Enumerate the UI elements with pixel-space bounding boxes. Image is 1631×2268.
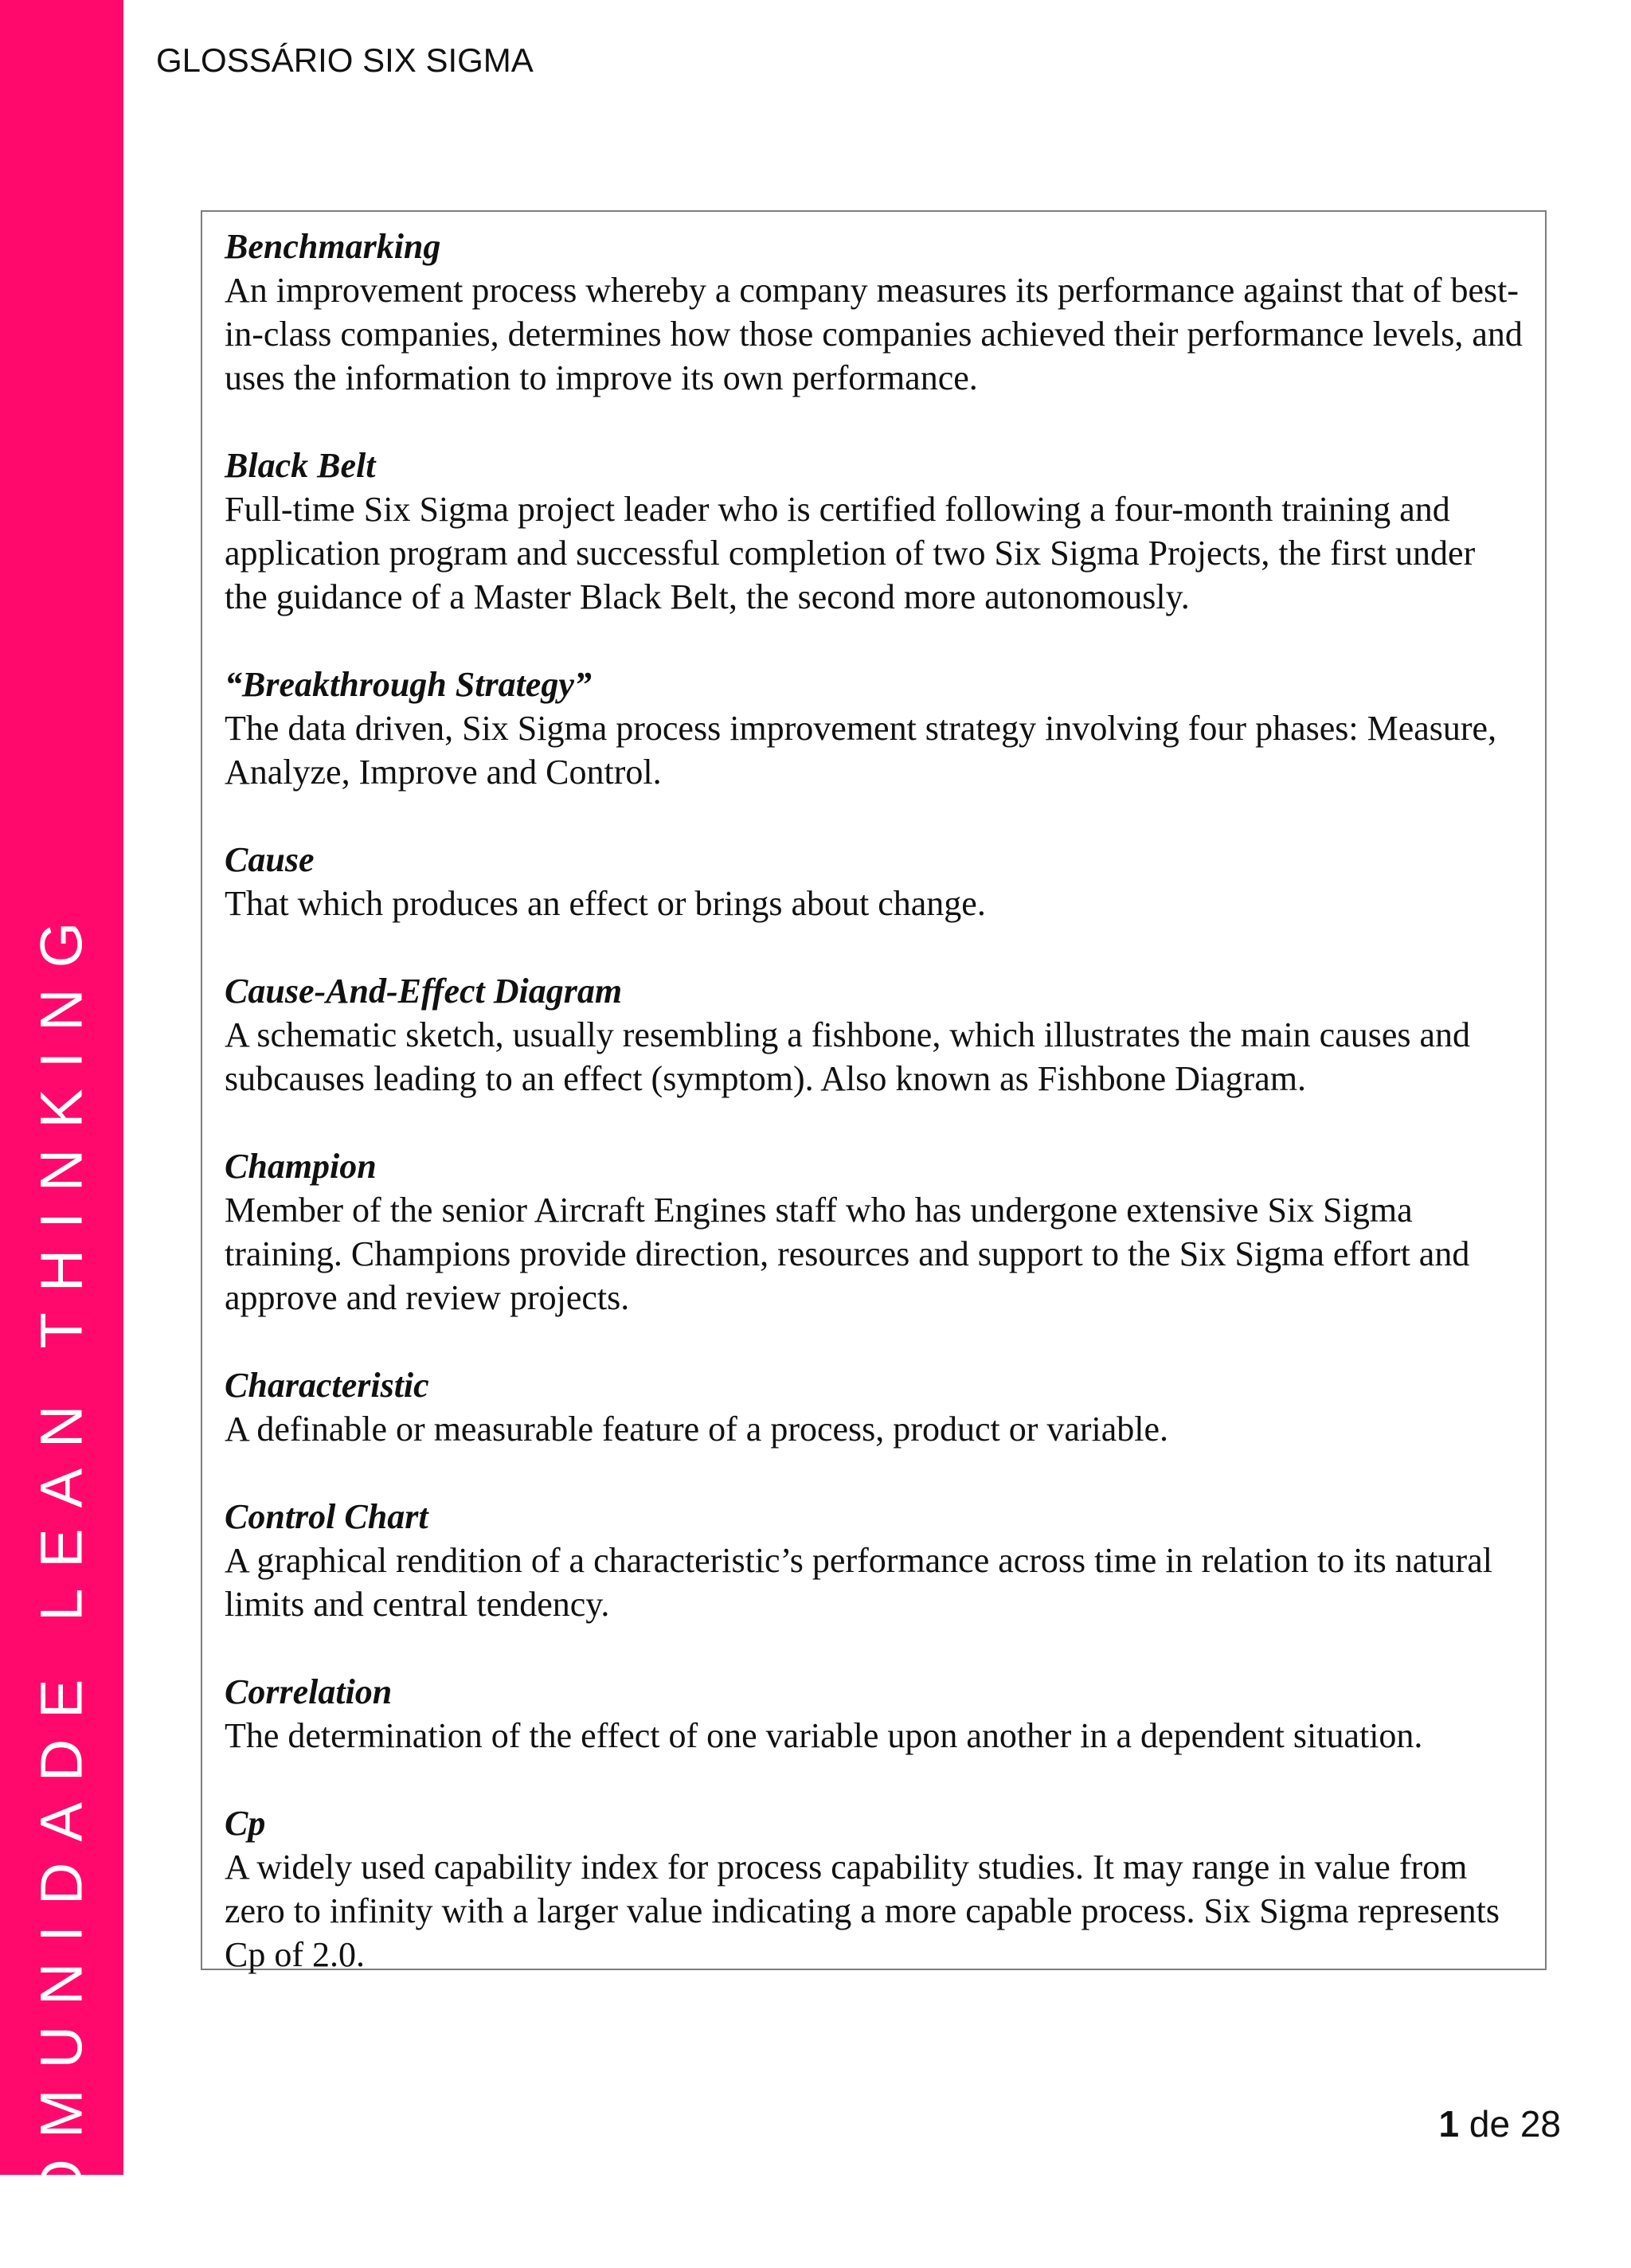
glossary-entry	[225, 838, 1524, 925]
glossary-definition: That which produces an effect or brings about change.	[225, 884, 986, 923]
page-title: GLOSSÁRIO SIX SIGMA	[156, 41, 534, 79]
glossary-definition: A graphical rendition of a characteristic’s performance across time in relation to its natural limits and central tendency.	[225, 1541, 1492, 1624]
glossary-term: Characteristic	[225, 1366, 429, 1405]
glossary-entry	[225, 663, 1524, 794]
glossary-definition: Full-time Six Sigma project leader who is certified following a four-month training and application program and successful completion of two Six Sigma Projects, the first under the guidance of a Master Black Belt, the second more autonomously.	[225, 490, 1476, 616]
page-total: 28	[1520, 2103, 1561, 2145]
glossary-entry	[225, 1144, 1524, 1320]
glossary-definition: An improvement process whereby a company measures its performance against that of best-in-class companies, determines how those companies achieved their performance levels, and uses the information to improve its own performance.	[225, 271, 1523, 397]
glossary-definition: The data driven, Six Sigma process improvement strategy involving four phases: Measure, Analyze, Improve and Control.	[225, 709, 1497, 792]
glossary-term: Champion	[225, 1147, 377, 1186]
glossary-term: Cp	[225, 1804, 266, 1843]
glossary-definition: A schematic sketch, usually resembling a fishbone, which illustrates the main causes and subcauses leading to an effect (symptom). Also known as Fishbone Diagram.	[225, 1015, 1471, 1098]
glossary-term: Black Belt	[225, 446, 376, 485]
glossary-term: Control Chart	[225, 1497, 428, 1536]
glossary-entry	[225, 225, 1524, 400]
glossary-definition: Member of the senior Aircraft Engines staff who has undergone extensive Six Sigma training. Champions provide direction, resources and support to the Six Sigma effort and approve and review projects.	[225, 1191, 1470, 1317]
glossary-entry	[225, 1495, 1524, 1626]
page-current: 1	[1438, 2103, 1460, 2145]
page-number	[1439, 2102, 1562, 2145]
sidebar-vertical-title: COMUNIDADE LEAN THINKING	[28, 901, 95, 2268]
glossary-term: Correlation	[225, 1672, 393, 1711]
glossary-term: Cause-And-Effect Diagram	[225, 972, 623, 1011]
glossary-definition: A widely used capability index for process capability studies. It may range in value from zero to infinity with a larger value indicating a more capable process. Six Sigma represents Cp of 2.0.	[225, 1848, 1500, 1974]
glossary-term: “Breakthrough Strategy”	[225, 665, 592, 704]
glossary-box	[201, 210, 1547, 1974]
glossary-entry	[225, 1801, 1524, 1977]
glossary-entry	[225, 969, 1524, 1101]
glossary-definition: The determination of the effect of one variable upon another in a dependent situation.	[225, 1716, 1423, 1755]
glossary-term: Cause	[225, 840, 315, 879]
sidebar-band	[0, 0, 123, 2268]
glossary-entry	[225, 444, 1524, 619]
glossary-entry	[225, 1363, 1524, 1451]
glossary-definition: A definable or measurable feature of a process, product or variable.	[225, 1410, 1169, 1449]
glossary-entry	[225, 1670, 1524, 1758]
glossary-term: Benchmarking	[225, 227, 441, 266]
page-separator: de	[1459, 2103, 1520, 2145]
